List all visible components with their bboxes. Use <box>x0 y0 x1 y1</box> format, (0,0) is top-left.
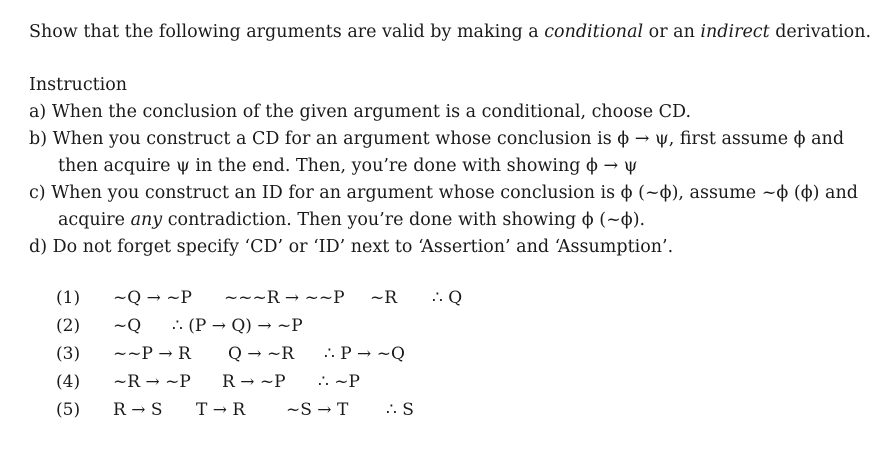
problem-5-premise-2: T → R <box>196 400 246 420</box>
problem-1-conclusion: ∴ Q <box>432 288 463 308</box>
prompt-emphasis-conditional: conditional <box>544 22 644 42</box>
problem-1-premise-2: ~~~R → ~~P <box>224 288 345 308</box>
problem-5-premise-3: ~S → T <box>286 400 349 420</box>
problem-4-premise-1: ~R → ~P <box>113 372 191 392</box>
problem-1-number: (1) <box>56 288 81 308</box>
prompt-text-b: or an <box>643 22 701 42</box>
instruction-a: a) When the conclusion of the given argument is a conditional, choose CD. <box>29 102 692 122</box>
prompt-text-c: derivation. <box>769 22 871 42</box>
instruction-b-line1: b) When you construct a CD for an argument whose conclusion is ϕ → ψ, first assume ϕ and <box>29 129 845 149</box>
instruction-c-text-b: contradiction. Then you’re done with showing ϕ (~ϕ). <box>162 210 646 230</box>
problem-1-premise-3: ~R <box>370 288 398 308</box>
problem-1-premise-1: ~Q → ~P <box>113 288 192 308</box>
problem-3-number: (3) <box>56 344 81 364</box>
problem-5-conclusion: ∴ S <box>386 400 414 420</box>
problem-4-premise-2: R → ~P <box>222 372 286 392</box>
problem-4-conclusion: ∴ ~P <box>318 372 360 392</box>
exercise-prompt <box>29 22 871 42</box>
problem-5-premise-1: R → S <box>113 400 163 420</box>
instruction-heading: Instruction <box>29 75 128 95</box>
instruction-c-line1: c) When you construct an ID for an argument whose conclusion is ϕ (~ϕ), assume ~ϕ (ϕ) and <box>29 183 858 203</box>
instruction-c-emphasis-any: any <box>130 210 163 230</box>
instruction-c-line2 <box>58 210 645 230</box>
problem-3-conclusion: ∴ P → ~Q <box>324 344 405 364</box>
problem-4-number: (4) <box>56 372 81 392</box>
instruction-b-line2: then acquire ψ in the end. Then, you’re done with showing ϕ → ψ <box>58 156 638 176</box>
problem-2-conclusion: ∴ (P → Q) → ~P <box>172 316 303 336</box>
problem-2-number: (2) <box>56 316 81 336</box>
prompt-emphasis-indirect: indirect <box>700 22 770 42</box>
instruction-c-text-a: acquire <box>58 210 131 230</box>
problem-2-premise-1: ~Q <box>113 316 142 336</box>
problem-5-number: (5) <box>56 400 81 420</box>
problem-3-premise-1: ~~P → R <box>113 344 191 364</box>
prompt-text-a: Show that the following arguments are valid by making a <box>29 22 545 42</box>
problem-3-premise-2: Q → ~R <box>228 344 295 364</box>
instruction-d: d) Do not forget specify ‘CD’ or ‘ID’ next to ‘Assertion’ and ‘Assumption’. <box>29 237 674 257</box>
